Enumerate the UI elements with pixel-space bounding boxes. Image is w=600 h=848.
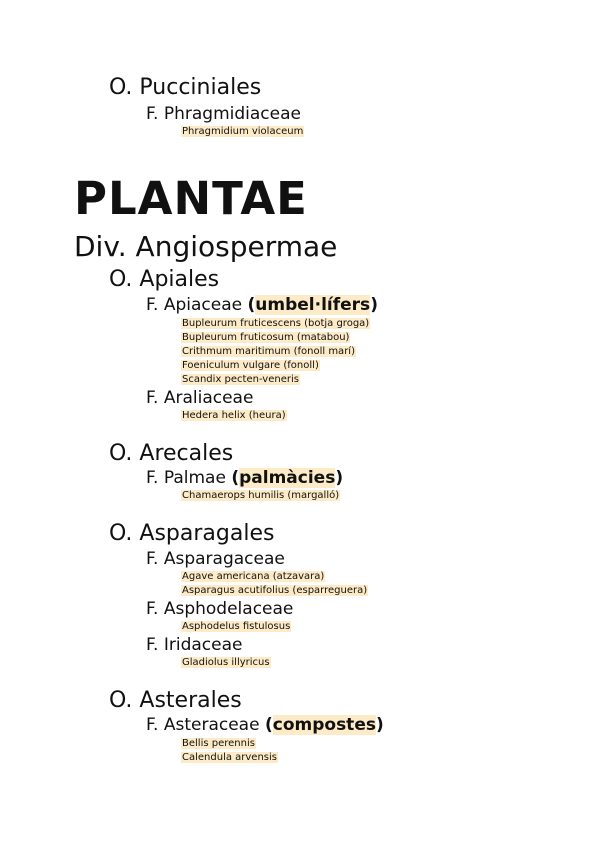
species-item: Bellis perennis — [182, 738, 255, 749]
common-name: (compostes) — [264, 715, 384, 735]
family-name: F. Palmae — [146, 468, 226, 488]
species-item: Bupleurum fruticosum (matabou) — [182, 332, 350, 343]
family-name: F. Asteraceae — [146, 715, 260, 735]
family-name: F. Apiaceae — [146, 295, 243, 315]
family-asteraceae — [146, 717, 384, 734]
kingdom-heading: PLANTAE — [74, 172, 308, 225]
order-arecales: O. Arecales — [109, 441, 234, 466]
order-asparagales: O. Asparagales — [109, 521, 275, 546]
common-name: (umbel·lífers) — [247, 295, 378, 315]
family-asphodelaceae: F. Asphodelaceae — [146, 599, 294, 619]
species-item: Bupleurum fruticescens (botja groga) — [182, 318, 370, 329]
common-name: (palmàcies) — [231, 468, 344, 488]
species-item: Agave americana (atzavara) — [182, 571, 325, 582]
family-apiaceae — [146, 297, 378, 314]
species-item: Phragmidium violaceum — [182, 126, 304, 137]
family-araliaceae: F. Araliaceae — [146, 388, 254, 408]
family-palmae — [146, 470, 343, 487]
family-iridaceae: F. Iridaceae — [146, 635, 243, 655]
species-item: Calendula arvensis — [182, 752, 277, 763]
order-pucciniales: O. Pucciniales — [109, 75, 262, 100]
family-asparagaceae: F. Asparagaceae — [146, 549, 285, 569]
species-item: Asphodelus fistulosus — [182, 621, 291, 632]
order-asterales: O. Asterales — [109, 688, 242, 713]
order-apiales: O. Apiales — [109, 267, 220, 292]
species-item: Foeniculum vulgare (fonoll) — [182, 360, 319, 371]
division-heading: Div. Angiospermae — [74, 230, 338, 263]
species-item: Asparagus acutifolius (esparreguera) — [182, 585, 368, 596]
species-item: Hedera helix (heura) — [182, 410, 286, 421]
species-item: Crithmum maritimum (fonoll marí) — [182, 346, 355, 357]
family-phragmidiaceae: F. Phragmidiaceae — [146, 104, 301, 124]
species-item: Gladiolus illyricus — [182, 657, 270, 668]
species-item: Scandix pecten-veneris — [182, 374, 299, 385]
species-item: Chamaerops humilis (margalló) — [182, 490, 340, 501]
